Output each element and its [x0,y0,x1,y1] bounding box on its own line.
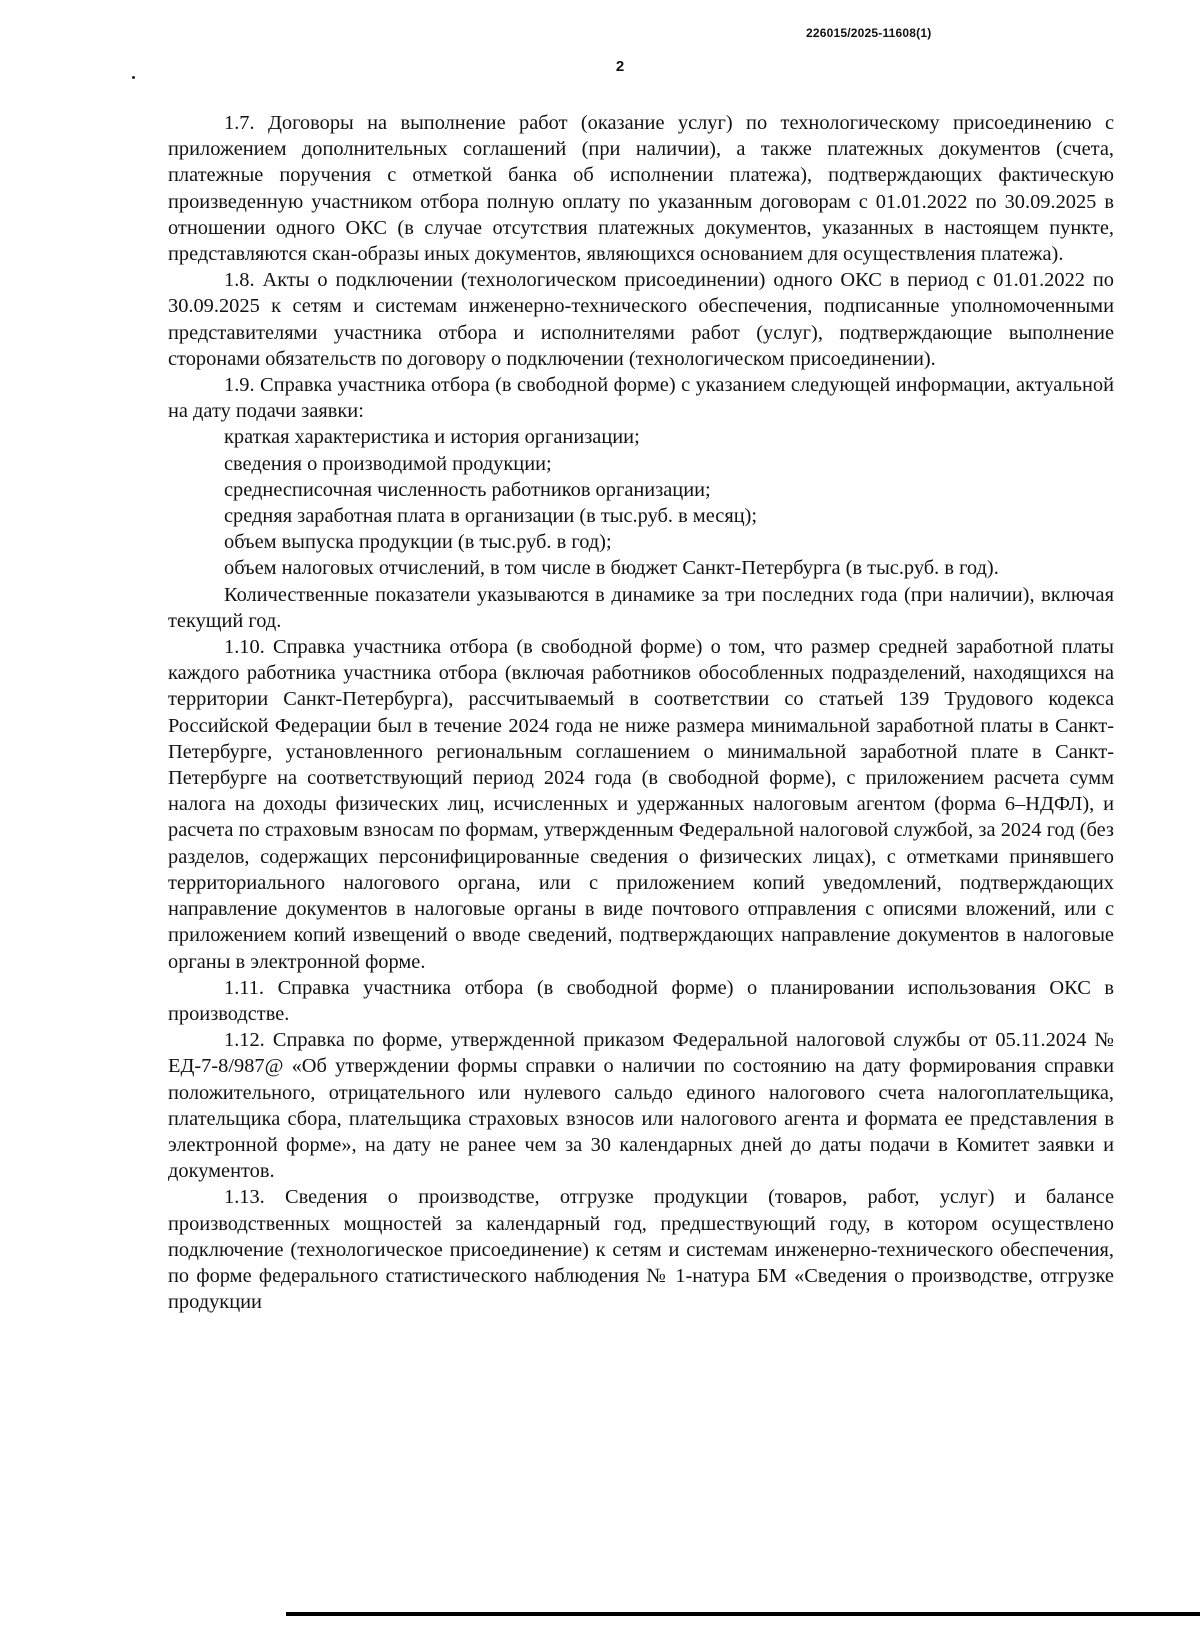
paragraph-1-8: 1.8. Акты о подключении (технологическом присоединении) одного ОКС в период с 01.01.2022 по 30.09.2025 к сетям и системам инженерно-технического обеспечения, подписанные уполномоченными представителями участника отбора и исполнителями работ (услуг), подтверждающие выполнение сторонами обязательств по договору о подключении (технологическом присоединении). [168,269,1114,370]
scan-bottom-edge [286,1612,1200,1616]
paragraph-1-7: 1.7. Договоры на выполнение работ (оказание услуг) по технологическому присоединению с приложением дополнительных соглашений (при наличии), а также платежных документов (счета, платежные поручения с отметкой банка об исполнении платежа), подтверждающих фактическую произведенную участником отбора полную оплату по указанным договорам с 01.01.2022 по 30.09.2025 в отношении одного ОКС (в случае отсутствия платежных документов, указанных в настоящем пункте, представляются скан-образы иных документов, являющихся основанием для осуществления платежа). [168,112,1114,266]
list-item: объем выпуска продукции (в тыс.руб. в год); [224,531,612,554]
page-number: 2 [615,58,625,75]
list-item: сведения о производимой продукции; [224,452,552,475]
paragraph-1-11: 1.11. Справка участника отбора (в свободной форме) о планировании использования ОКС в производстве. [168,976,1114,1025]
paragraph-1-13: 1.13. Сведения о производстве, отгрузке продукции (товаров, работ, услуг) и балансе производственных мощностей за календарный год, предшествующий году, в котором осуществлено подключение (технологическое присоединение) к сетям и системам инженерно-технического обеспечения, по форме федерального статистического наблюдения № 1-натура БМ «Сведения о производстве, отгрузке продукции [168,1186,1114,1314]
paragraph-1-9: 1.9. Справка участника отбора (в свободной форме) с указанием следующей информации, актуальной на дату подачи заявки: [168,374,1114,423]
paragraph-quantitative: Количественные показатели указываются в динамике за три последних года (при наличии), включая текущий год. [168,583,1114,632]
document-number: 226015/2025-11608(1) [806,26,932,40]
list-item-tax: объем налоговых отчислений, в том числе в бюджет Санкт-Петербурга (в тыс.руб. в год). [224,557,999,580]
paragraph-1-12: 1.12. Справка по форме, утвержденной приказом Федеральной налоговой службы от 05.11.2024 № ЕД-7-8/987@ «Об утверждении формы справки о наличии по состоянию на дату формирования справки положительного, отрицательного или нулевого сальдо единого налогового счета налогоплательщика, плательщика сбора, плательщика страховых взносов или налогового агента и формата ее представления в электронной форме», на дату не ранее чем за 30 календарных дней до даты подачи в Комитет заявки и документов. [168,1029,1114,1183]
scan-speck [132,76,135,79]
document-body [168,110,1114,1315]
paragraph-1-10: 1.10. Справка участника отбора (в свободной форме) о том, что размер средней заработной платы каждого работника участника отбора (включая работников обособленных подразделений, находящихся на территории Санкт-Петербурга), рассчитываемый в соответствии со статьей 139 Трудового кодекса Российской Федерации был в течение 2024 года не ниже размера минимальной заработной платы в Санкт-Петербурге, установленного региональным соглашением о минимальной заработной плате в Санкт-Петербурге на соответствующий период 2024 года (в свободной форме), с приложением расчета сумм налога на доходы физических лиц, исчисленных и удержанных налоговым агентом (форма 6–НДФЛ), и расчета по страховым взносам по формам, утвержденным Федеральной налоговой службой, за 2024 год (без разделов, содержащих персонифицированные сведения о физических лицах), с отметками принявшего территориального налогового органа, или с приложением копий уведомлений, подтверждающих направление документов в налоговые органы в виде почтового отправления с описями вложений, или с приложением копий извещений о вводе сведений, подтверждающих направление документов в налоговые органы в электронной форме. [168,636,1114,973]
list-item: средняя заработная плата в организации (в тыс.руб. в месяц); [224,505,758,528]
list-item: краткая характеристика и история организации; [224,426,640,449]
list-item: среднесписочная численность работников организации; [224,478,711,501]
